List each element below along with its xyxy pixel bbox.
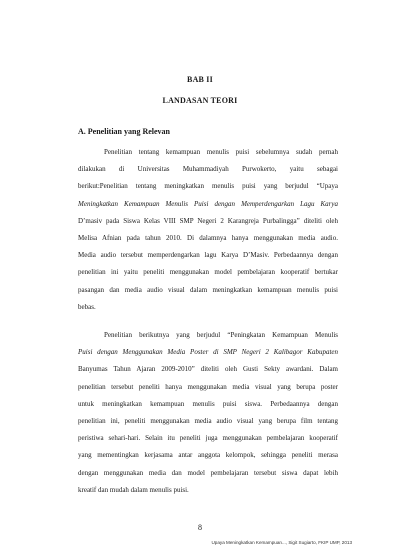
paragraph-line: Penelitian tentang kemampuan menulis puisi sebelumnya sudah pernah (104, 148, 338, 156)
page-number: 8 (198, 523, 202, 532)
chapter-heading: BAB II (187, 75, 213, 84)
section-heading: A. Penelitian yang Relevan (78, 127, 170, 136)
paragraph-line: D’masiv pada Siswa Kelas VIII SMP Negeri 2 Karangreja Purbalingga” diteliti oleh (78, 216, 338, 225)
paragraph-1 (78, 144, 338, 316)
paragraph-line: penelitian ini, peneliti menggunakan media audio visual yang berupa film tentang (78, 416, 338, 425)
paragraph-line: Media audio tersebut memperdengarkan lagu Karya D’Masiv. Perbedaannya dengan (78, 251, 338, 260)
paragraph-line: dilakukan di Universitas Muhammadiyah Purwokerto, yaitu sebagai (78, 165, 338, 174)
paragraph-line: peristiwa sehari-hari. Selain itu peneliti juga menggunakan pembelajaran kooperatif (78, 434, 338, 443)
paragraph-2 (78, 327, 338, 499)
paragraph-line: berikut:Penelitian tentang meningkatkan menulis puisi yang berjudul “Upaya (78, 182, 338, 191)
paragraph-line: Melisa Afnian pada tahun 2010. Di dalamnya hanya menggunakan media audio. (78, 233, 338, 242)
paragraph-line: untuk meningkatkan kemampuan menulis puisi siswa. Perbedaannya dengan (78, 399, 338, 408)
paragraph-line: Penelitian berikutnya yang berjudul “Peningkatan Kemampuan Menulis (104, 331, 338, 339)
paragraph-line: dengan menggunakan media dan model pembelajaran tersebut siswa dapat lebih (78, 468, 338, 477)
paragraph-line: yang mementingkan kerjasama antar anggota kelompok, sehingga peneliti merasa (78, 451, 338, 460)
paragraph-line: penelitian ini yaitu peneliti menggunakan model pembelajaran kooperatif bertukar (78, 268, 338, 277)
page-footer: Upaya Meningkatkan Kemampuan..., Sigit Sugiarto, FKIP UMP, 2013 (211, 540, 352, 545)
paragraph-line: kreatif dan mudah dalam menulis puisi. (78, 485, 189, 494)
paragraph-line: Banyumas Tahun Ajaran 2009-2010” diteliti oleh Gusti Sekty awardani. Dalam (78, 365, 338, 374)
chapter-title: LANDASAN TEORI (162, 96, 238, 105)
paragraph-line: Meningkatkan Kemampuan Menulis Puisi dengan Memperdengarkan Lagu Karya (78, 199, 338, 208)
paragraph-line: Puisi dengan Menggunakan Media Poster di SMP Negeri 2 Kalibagor Kabupaten (78, 348, 338, 357)
paragraph-line: penelitian tersebut peneliti hanya menggunakan media visual yang berupa poster (78, 382, 338, 391)
paragraph-line: pasangan dan media audio visual dalam meningkatkan kemampuan menulis puisi (78, 285, 338, 294)
paragraph-line: bebas. (78, 302, 96, 311)
